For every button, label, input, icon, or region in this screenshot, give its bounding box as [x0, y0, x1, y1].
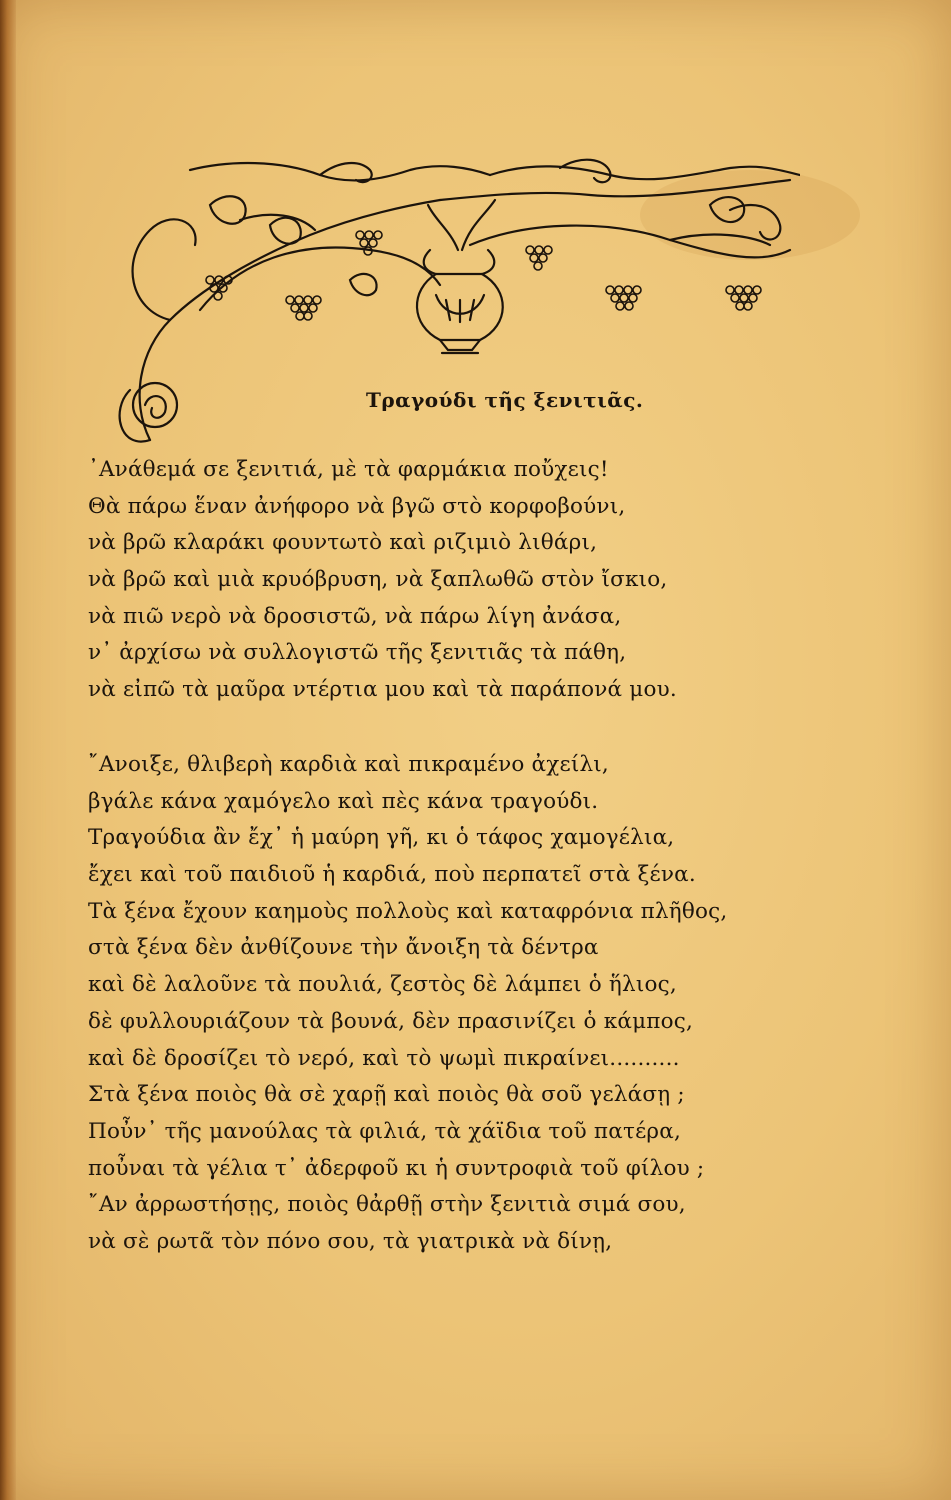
verse-line: Θὰ πάρω ἕναν ἀνήφορο νὰ βγῶ στὸ κορφοβούνι,: [88, 493, 626, 519]
verse-line: ποὖναι τὰ γέλια τ᾿ ἀδερφοῦ κι ἡ συντροφιὰ τοῦ φίλου ;: [88, 1155, 705, 1181]
verse-line: καὶ δὲ λαλοῦνε τὰ πουλιά, ζεστὸς δὲ λάμπει ὁ ἥλιος,: [88, 972, 677, 998]
verse-line: καὶ δὲ δροσίζει τὸ νερό, καὶ τὸ ψωμὶ πικραίνει..........: [88, 1045, 680, 1071]
verse-line: ῎Αν ἀρρωστήσῃς, ποιὸς θἀρθῇ στὴν ξενιτιὰ σιμά σου,: [88, 1192, 686, 1218]
verse-line: νὰ βρῶ κλαράκι φουντωτὸ καὶ ριζιμιὸ λιθάρι,: [88, 530, 598, 556]
verse-line: Στὰ ξένα ποιὸς θὰ σὲ χαρῇ καὶ ποιὸς θὰ σοῦ γελάσῃ ;: [88, 1082, 685, 1108]
verse-line: ᾿Ανάθεμά σε ξενιτιά, μὲ τὰ φαρμάκια ποὔχεις!: [88, 457, 609, 482]
verse-line: βγάλε κάνα χαμόγελο καὶ πὲς κάνα τραγούδι.: [88, 788, 599, 814]
verse-line: ἔχει καὶ τοῦ παιδιοῦ ἡ καρδιά, ποὺ περπατεῖ στὰ ξένα.: [88, 862, 696, 888]
verse-line: νὰ πιῶ νερὸ νὰ δροσιστῶ, νὰ πάρω λίγη ἀνάσα,: [88, 603, 622, 629]
verse-line: ν᾿ ἀρχίσω νὰ συλλογιστῶ τῆς ξενιτιᾶς τὰ πάθη,: [88, 640, 627, 666]
verse-line: νὰ βρῶ καὶ μιὰ κρυόβρυση, νὰ ξαπλωθῶ στὸν ἴσκιο,: [88, 567, 668, 593]
verse-line: νὰ σὲ ρωτᾶ τὸν πόνο σου, τὰ γιατρικὰ νὰ δίνῃ,: [88, 1228, 613, 1254]
verse-line: Τὰ ξένα ἔχουν καημοὺς πολλοὺς καὶ καταφρόνια πλῆθος,: [88, 898, 728, 924]
poem-title: Τραγούδι τῆς ξενιτιᾶς.: [366, 388, 644, 412]
verse-line: Πoὖν᾿ τῆς μανούλας τὰ φιλιά, τὰ χάϊδια τοῦ πατέρα,: [88, 1118, 682, 1144]
verse-line: Τραγούδια ἂν ἔχ᾿ ἡ μαύρη γῆ, κι ὁ τάφος χαμογέλια,: [88, 825, 675, 851]
verse-line: ῎Ανοιξε, θλιβερὴ καρδιὰ καὶ πικραμένο ἀχείλι,: [88, 752, 609, 777]
verse-line: νὰ εἰπῶ τὰ μαῦρα ντέρτια μου καὶ τὰ παράπονά μου.: [88, 677, 677, 703]
verse-line: δὲ φυλλουριάζουν τὰ βουνά, δὲν πρασινίζει ὁ κάμπος,: [88, 1008, 694, 1034]
verse-line: στὰ ξένα δὲν ἀνθίζουνε τὴν ἄνοιξη τὰ δέντρα: [88, 935, 599, 961]
